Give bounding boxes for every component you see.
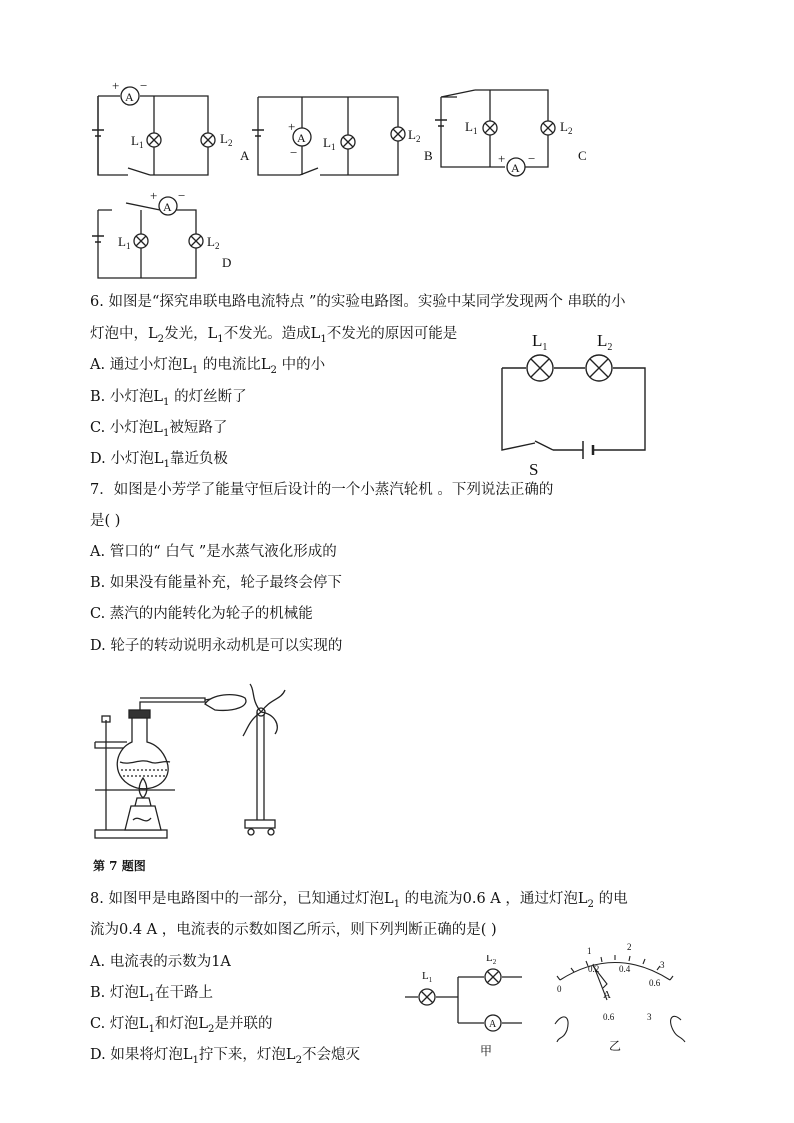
plus-sign: + (288, 119, 296, 134)
meter-unit-label: A (603, 989, 611, 1001)
svg-text:L2 (220, 131, 232, 148)
meter-tick-label: 0.2 (588, 964, 600, 974)
q6-series-circuit-figure (495, 325, 660, 480)
minus-sign: − (290, 145, 298, 160)
minus-sign: − (528, 151, 536, 166)
q8-option-d (90, 1045, 360, 1071)
svg-text:L2 (597, 331, 612, 353)
q7-option-c: C. 蒸汽的内能转化为轮子的机械能 (90, 606, 313, 622)
text: 是并联的 (214, 1016, 273, 1032)
text: A. 通过小灯泡L (90, 357, 192, 373)
q7-option-d: D. 轮子的转动说明永动机是可以实现的 (90, 638, 343, 654)
q7-option-a: A. 管口的“ 白气 ”是水蒸气液化形成的 (90, 544, 337, 560)
text: 的电 (593, 891, 628, 907)
text: 和灯泡L (154, 1016, 209, 1032)
circuit-options-figure (0, 0, 794, 290)
lamp-label: L (486, 955, 493, 964)
text: C. 小灯泡L (90, 420, 163, 436)
text: D. 如果将灯泡L (90, 1047, 193, 1063)
q7-figure-caption: 第 7 题图 (93, 859, 146, 873)
svg-text:L1 (465, 119, 477, 136)
ammeter-label: A (125, 90, 134, 104)
subscript: 1 (148, 1023, 155, 1035)
terminal-label: 3 (647, 1012, 652, 1022)
subscript: 2 (587, 898, 594, 910)
subscript: 2 (270, 364, 277, 376)
q6-stem-line2 (90, 324, 457, 350)
svg-text:L2 (207, 234, 219, 251)
meter-tick-label: 0 (557, 984, 562, 994)
lamp-label-sub: 2 (227, 138, 233, 148)
lamp-label: L (323, 135, 331, 150)
q6-option-c (90, 418, 227, 444)
text: 拧下来，灯泡L (198, 1047, 296, 1063)
lamp-label-sub: 1 (330, 142, 336, 152)
minus-sign: − (178, 188, 186, 203)
meter-tick-label: 0.4 (619, 964, 631, 974)
ammeter-label: A (511, 161, 520, 175)
subscript: 1 (162, 427, 170, 439)
lamp-label-sub: 1 (472, 126, 478, 136)
lamp-label-sub: 2 (214, 241, 220, 251)
plus-sign: + (112, 78, 120, 93)
text: 被短路了 (169, 420, 228, 436)
text: 不发光的原因可能是 (326, 326, 458, 342)
subscript: 2 (157, 333, 165, 345)
q6-option-d (90, 449, 228, 475)
text: 在干路上 (154, 985, 213, 1001)
text: B. 灯泡L (90, 985, 149, 1001)
meter-tick-label: 2 (627, 942, 632, 952)
lamp-label-sub: 1 (125, 241, 131, 251)
subscript: 1 (148, 992, 155, 1004)
svg-text:L1 (532, 331, 547, 353)
lamp-label: L (118, 234, 126, 249)
lamp-label-sub: 1 (138, 140, 144, 150)
option-d-label: D (222, 255, 232, 270)
lamp-label: L (408, 127, 416, 142)
subscript: 2 (208, 1023, 215, 1035)
q8-stem-line1 (90, 889, 628, 915)
text: 的电流比L (198, 357, 271, 373)
lamp-label: L (560, 119, 568, 134)
q8-option-b (90, 983, 213, 1009)
svg-text:L2 (560, 119, 572, 136)
q6-stem-line1: 6. 如图是“探究串联电路电流特点 ”的实验电路图。实验中某同学发现两个 串联的小 (90, 294, 626, 310)
ammeter-label: A (489, 1019, 497, 1030)
svg-text:L2 (408, 127, 420, 144)
lamp-label-sub: 2 (607, 342, 613, 353)
text: 发光，L (164, 326, 218, 342)
subscript: 2 (295, 1054, 303, 1066)
subscript: 1 (163, 458, 170, 470)
switch-label: S (529, 460, 539, 479)
text: 8. 如图甲是电路图中的一部分，已知通过灯泡L (90, 891, 394, 907)
q7-steam-turbine-figure (85, 680, 295, 845)
figure-yi-label: 乙 (609, 1039, 622, 1052)
subscript: 1 (191, 364, 199, 376)
lamp-label-sub: 2 (492, 958, 497, 966)
subscript: 1 (393, 898, 401, 910)
meter-tick-label: 3 (660, 960, 665, 970)
lamp-label-sub: 1 (428, 976, 433, 984)
subscript: 1 (217, 333, 224, 345)
option-c-label: C (578, 148, 587, 163)
meter-tick-label: 1 (587, 946, 592, 956)
q8-stem-line2: 流为0.4 A ，电流表的示数如图乙所示，则下列判断正确的是( ) (90, 922, 497, 938)
svg-text:L1 (323, 135, 335, 152)
lamp-label: L (220, 131, 228, 146)
text: B. 小灯泡L (90, 389, 164, 405)
subscript: 1 (192, 1054, 199, 1066)
q7-stem-line1: 7．如图是小芳学了能量守恒后设计的一个小蒸汽轮机 。下列说法正确的 (90, 482, 554, 498)
option-a-label: A (240, 148, 250, 163)
q7-option-b: B. 如果没有能量补充，轮子最终会停下 (90, 575, 342, 591)
lamp-label: L (597, 331, 608, 350)
q8-figure-jia-circuit (400, 955, 540, 1060)
text: 不发光。造成L (223, 326, 321, 342)
q6-option-b (90, 387, 247, 413)
text: 靠近负极 (169, 451, 228, 467)
lamp-label: L (131, 133, 139, 148)
lamp-label: L (207, 234, 215, 249)
q8-option-a: A. 电流表的示数为1A (90, 954, 231, 970)
q6-option-a (90, 355, 325, 381)
lamp-label: L (532, 331, 543, 350)
svg-text:L1 (422, 970, 433, 984)
svg-text:L2 (486, 955, 497, 966)
plus-sign: + (150, 188, 158, 203)
option-b-label: B (424, 148, 433, 163)
lamp-label: L (422, 970, 429, 982)
minus-sign: − (140, 78, 148, 93)
plus-sign: + (498, 151, 506, 166)
lamp-label-sub: 1 (542, 342, 548, 353)
text: 不会熄灭 (302, 1047, 361, 1063)
text: 的灯丝断了 (169, 389, 247, 405)
q7-stem-line2: 是( ) (90, 513, 121, 529)
text: 灯泡中，L (90, 326, 158, 342)
subscript: 1 (320, 333, 327, 345)
svg-text:L1 (131, 133, 143, 150)
lamp-label-sub: 2 (415, 134, 421, 144)
q8-option-c (90, 1014, 272, 1040)
svg-text:L1 (118, 234, 130, 251)
ammeter-label: A (297, 131, 306, 145)
text: 中的小 (276, 357, 326, 373)
text: 的电流为0.6 A ，通过灯泡L (400, 891, 588, 907)
lamp-label: L (465, 119, 473, 134)
meter-tick-label: 0.6 (649, 978, 661, 988)
lamp-label-sub: 2 (567, 126, 573, 136)
ammeter-label: A (163, 200, 172, 214)
figure-jia-label: 甲 (480, 1044, 493, 1058)
text: D. 小灯泡L (90, 451, 164, 467)
subscript: 1 (163, 396, 170, 408)
terminal-label: 0.6 (603, 1012, 615, 1022)
q8-figure-yi-ammeter-dial (545, 940, 695, 1052)
text: C. 灯泡L (90, 1016, 149, 1032)
